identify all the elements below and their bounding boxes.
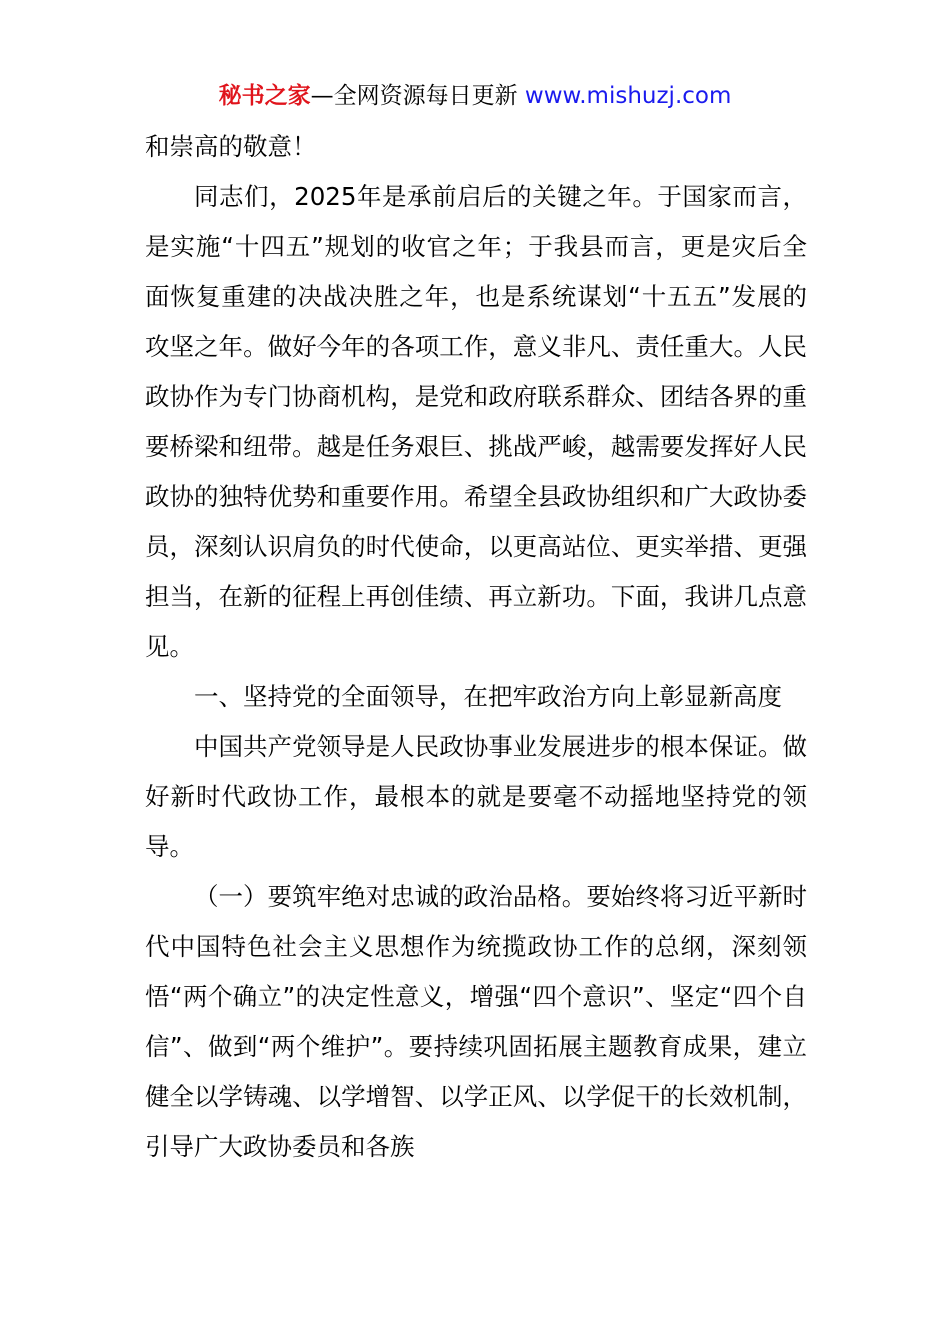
header-brand: 秘书之家: [218, 83, 311, 109]
header-url[interactable]: www.mishuzj.com: [524, 83, 732, 109]
page-header: [0, 80, 950, 112]
paragraph-intro: 同志们，2025年是承前启后的关键之年。于国家而言，是实施“十四五”规划的收官之年；于我县而言，更是灾后全面恢复重建的决战决胜之年，也是系统谋划“十五五”发展的攻坚之年。做好今年的各项工作，意义非凡、责任重大。人民政协作为专门协商机构，是党和政府联系群众、团结各界的重要桥梁和纽带。越是任务艰巨、挑战严峻，越需要发挥好人民政协的独特优势和重要作用。希望全县政协组织和广大政协委员，深刻认识肩负的时代使命，以更高站位、更实举措、更强担当，在新的征程上再创佳绩、再立新功。下面，我讲几点意见。: [145, 182, 807, 661]
paragraph-subsection-1: （一）要筑牢绝对忠诚的政治品格。要始终将习近平新时代中国特色社会主义思想作为统揽政协工作的总纲，深刻领悟“两个确立”的决定性意义，增强“四个意识”、坚定“四个自信”、做到“两个维护”。要持续巩固拓展主题教育成果，建立健全以学铸魂、以学增智、以学正风、以学促干的长效机制，引导广大政协委员和各族: [145, 882, 807, 1161]
paragraph-section-lead: 中国共产党领导是人民政协事业发展进步的根本保证。做好新时代政协工作，最根本的就是要毫不动摇地坚持党的领导。: [145, 732, 807, 861]
header-tagline: —全网资源每日更新: [310, 83, 525, 109]
document-body: [145, 122, 807, 1172]
section-heading: 一、坚持党的全面领导，在把牢政治方向上彰显新高度: [194, 682, 782, 711]
paragraph-continuation: 和崇高的敬意！: [145, 132, 317, 161]
